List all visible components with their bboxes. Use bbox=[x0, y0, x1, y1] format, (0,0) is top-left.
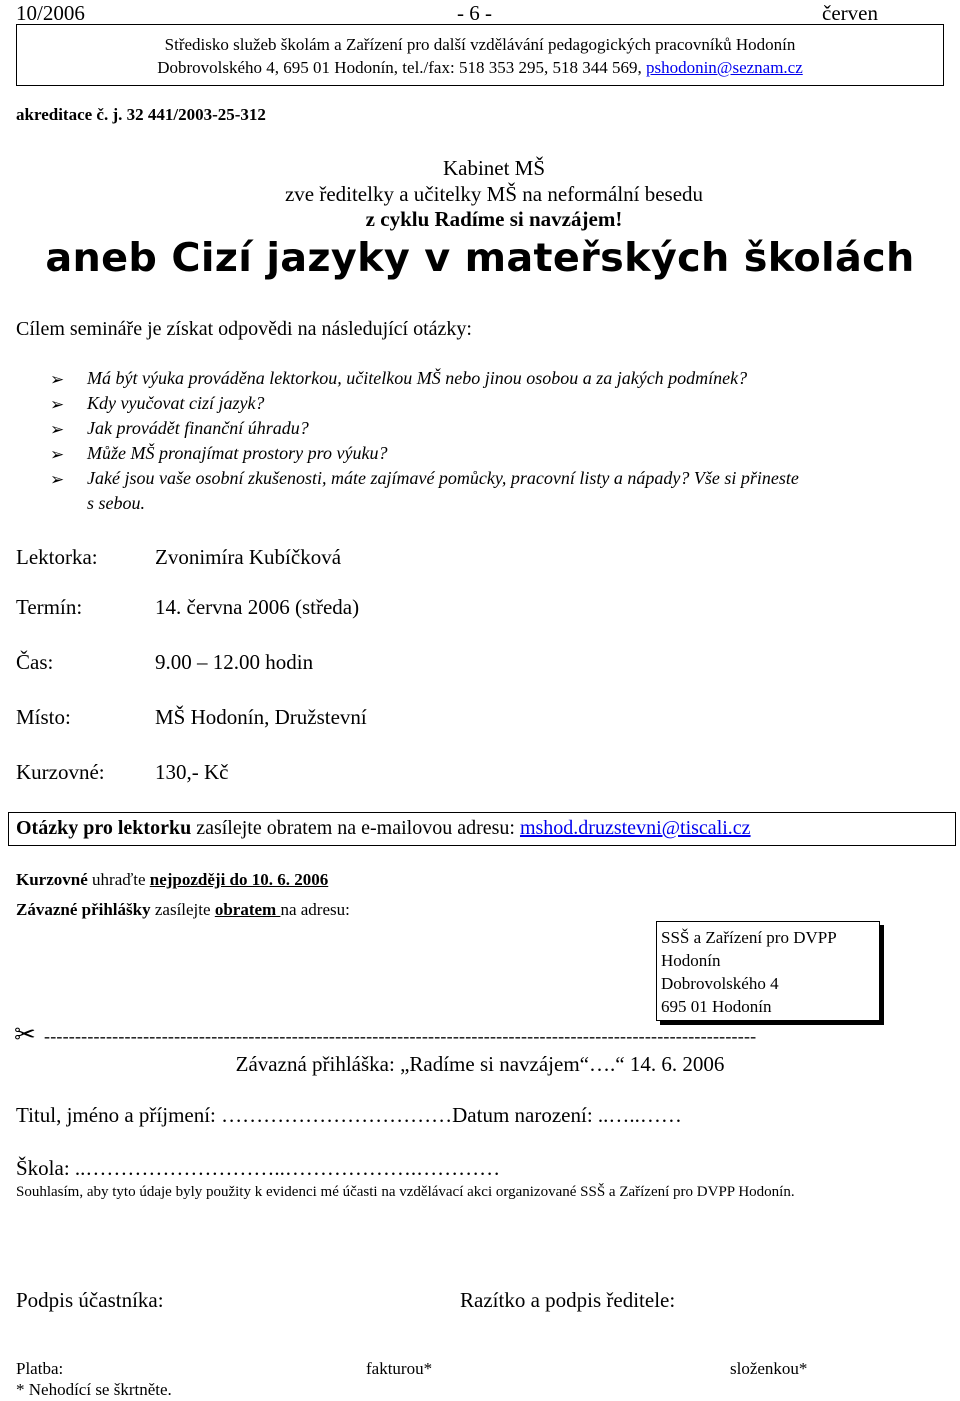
questions-box-plain: zasílejte obratem na e-mailovou adresu: bbox=[191, 817, 520, 839]
application-note-bold: Závazné přihlášky bbox=[16, 900, 151, 919]
birth-date-field[interactable]: ..…..…… bbox=[597, 1103, 682, 1127]
main-title: aneb Cizí jazyky v mateřských školách bbox=[45, 236, 915, 281]
issue-month: červen bbox=[822, 1, 878, 25]
list-item: Jak provádět finanční úhradu? bbox=[87, 418, 309, 438]
header-contact: Dobrovolského 4, 695 01 Hodonín, tel./fax: 518 353 295, 518 344 569, bbox=[157, 58, 646, 77]
fee-note-bold: Kurzovné bbox=[16, 870, 88, 889]
list-item: Kdy vyučovat cizí jazyk? bbox=[87, 393, 265, 413]
bullet-arrow-icon: ➢ bbox=[50, 370, 65, 390]
payment-option-postal[interactable]: složenkou* bbox=[730, 1359, 808, 1378]
detail-value: 9.00 – 12.00 hodin bbox=[155, 650, 314, 674]
application-note-underlined: obratem bbox=[214, 900, 281, 919]
fee-note bbox=[16, 870, 328, 890]
detail-label: Termín: bbox=[16, 595, 83, 619]
list-item-continuation: s sebou. bbox=[87, 493, 145, 513]
cut-line: ------------------------------------------------------------------------------------------------------------------- bbox=[44, 1026, 757, 1046]
questions-box-text bbox=[16, 817, 751, 840]
lector-email-link[interactable]: mshod.druzstevni@tiscali.cz bbox=[519, 817, 751, 839]
accreditation: akreditace č. j. 32 441/2003-25-312 bbox=[16, 105, 266, 124]
intro-line-1: Kabinet MŠ bbox=[442, 156, 546, 180]
detail-value: Zvonimíra Kubíčková bbox=[155, 545, 342, 569]
header-line-1: Středisko služeb školám a Zařízení pro další vzdělávání pedagogických pracovníků Hodonín bbox=[164, 35, 796, 54]
address-line: 695 01 Hodonín bbox=[661, 997, 772, 1016]
bullet-arrow-icon: ➢ bbox=[50, 420, 65, 440]
goal-text: Cílem semináře je získat odpovědi na následující otázky: bbox=[16, 318, 472, 340]
list-item: Může MŠ pronajímat prostory pro výuku? bbox=[87, 443, 388, 463]
detail-label: Místo: bbox=[16, 705, 71, 729]
fee-deadline: nejpozději do 10. 6. 2006 bbox=[149, 870, 329, 889]
birth-date-label: Datum narození: bbox=[452, 1103, 598, 1127]
detail-label: Kurzovné: bbox=[16, 760, 105, 784]
detail-value: 130,- Kč bbox=[155, 760, 229, 784]
detail-value: MŠ Hodonín, Družstevní bbox=[155, 705, 367, 729]
header-email-link[interactable]: pshodonin@seznam.cz bbox=[645, 58, 803, 77]
intro-line-3: z cyklu Radíme si navzájem! bbox=[365, 207, 623, 231]
address-line: SSŠ a Zařízení pro DVPP bbox=[661, 928, 837, 947]
intro-line-2: zve ředitelky a učitelky MŠ na neformální besedu bbox=[284, 182, 704, 206]
director-signature-label: Razítko a podpis ředitele: bbox=[460, 1288, 676, 1312]
list-item: Jaké jsou vaše osobní zkušenosti, máte zajímavé pomůcky, pracovní listy a nápady? Vše si přineste bbox=[87, 468, 799, 488]
participant-signature-label: Podpis účastníka: bbox=[16, 1288, 164, 1312]
address-box bbox=[656, 921, 880, 1021]
bullet-arrow-icon: ➢ bbox=[50, 445, 65, 465]
list-item: Má být výuka prováděna lektorkou, učitelkou MŠ nebo jinou osobou a za jakých podmínek? bbox=[87, 368, 748, 388]
address-line: Hodonín bbox=[661, 951, 721, 970]
bullet-arrow-icon: ➢ bbox=[50, 470, 65, 490]
detail-label: Lektorka: bbox=[16, 545, 98, 569]
header-line-2 bbox=[0, 58, 960, 78]
school-field-label: Škola: bbox=[16, 1156, 75, 1180]
application-note bbox=[16, 900, 350, 920]
fee-note-text: uhraďte bbox=[87, 870, 150, 889]
school-field[interactable]: ..………………………..……………….………… bbox=[74, 1156, 501, 1180]
form-title: Závazná přihláška: „Radíme si navzájem“….“ 14. 6. 2006 bbox=[235, 1052, 725, 1076]
page-number: - 6 - bbox=[457, 1, 492, 25]
name-field[interactable]: …………………………… bbox=[221, 1103, 453, 1127]
application-note-text: zasílejte bbox=[150, 900, 215, 919]
detail-label: Čas: bbox=[16, 650, 54, 674]
issue-date: 10/2006 bbox=[16, 1, 85, 25]
payment-option-invoice[interactable]: fakturou* bbox=[366, 1359, 433, 1378]
consent-text: Souhlasím, aby tyto údaje byly použity k evidenci mé účasti na vzdělávací akci organizované SSŠ a Zařízení pro DVPP Hodonín. bbox=[16, 1184, 795, 1200]
address-line: Dobrovolského 4 bbox=[661, 974, 779, 993]
footnote: * Nehodící se škrtněte. bbox=[16, 1380, 172, 1399]
scissors-icon: ✂ bbox=[14, 1020, 36, 1050]
name-field-label: Titul, jméno a příjmení: bbox=[16, 1103, 222, 1127]
detail-value: 14. června 2006 (středa) bbox=[155, 595, 360, 619]
application-note-rest: na adresu: bbox=[280, 900, 350, 919]
school-field-row bbox=[16, 1156, 500, 1181]
payment-label: Platba: bbox=[16, 1359, 64, 1378]
questions-box-bold: Otázky pro lektorku bbox=[16, 817, 192, 839]
name-field-row bbox=[16, 1103, 682, 1128]
bullet-arrow-icon: ➢ bbox=[50, 395, 65, 415]
